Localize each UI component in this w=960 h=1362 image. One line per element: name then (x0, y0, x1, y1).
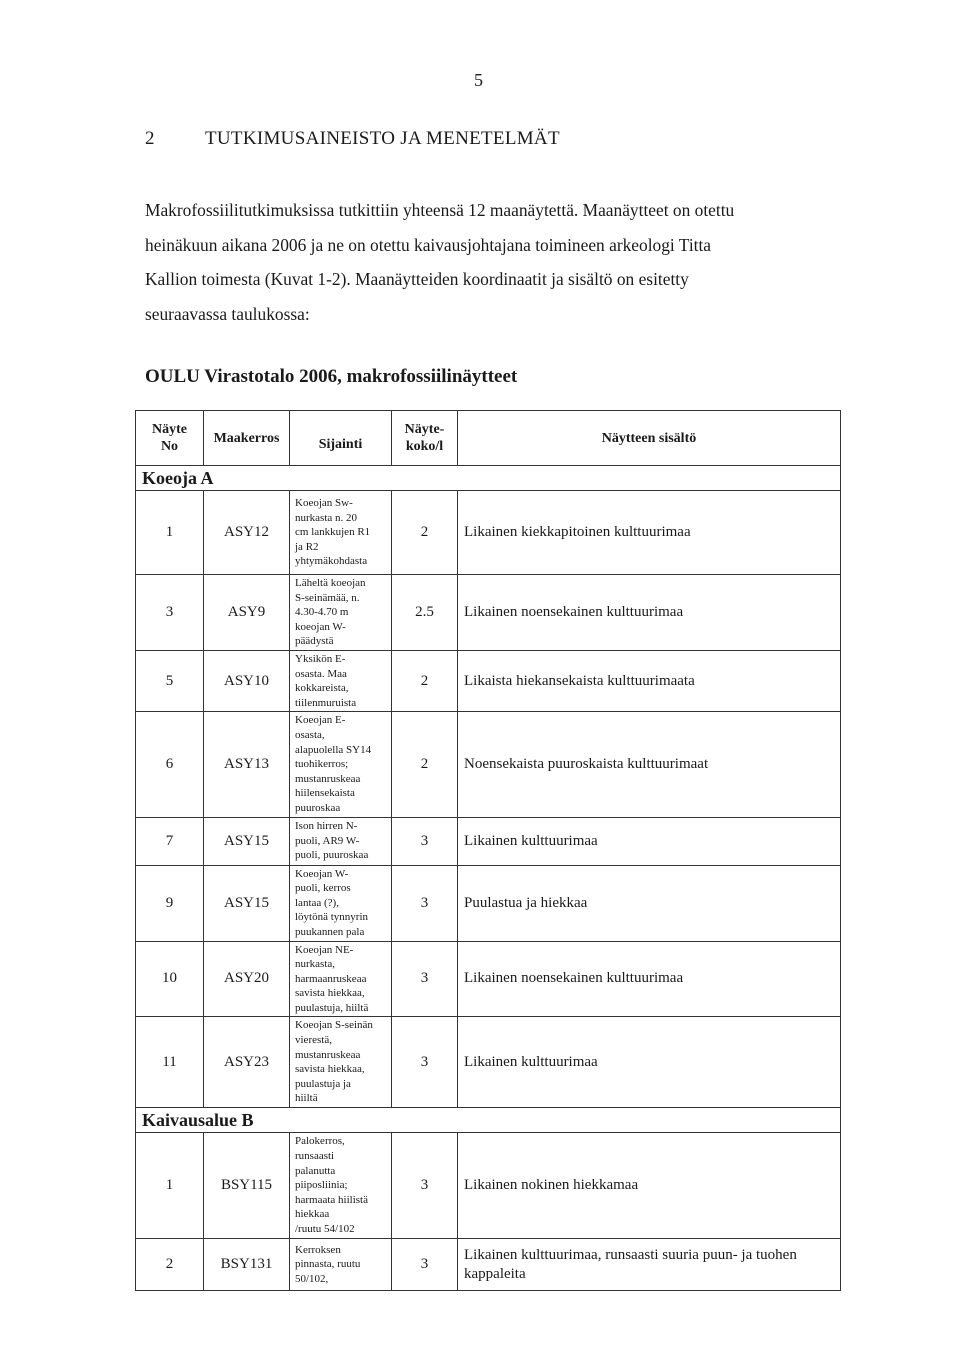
sample-number-cell: 11 (136, 1017, 204, 1108)
chapter-title: TUTKIMUSAINEISTO JA MENETELMÄT (205, 128, 560, 149)
volume-cell: 3 (392, 1017, 458, 1108)
location-line: Koeojan W- (295, 867, 349, 880)
layer-cell: ASY10 (204, 651, 290, 712)
location-line: mustanruskeaa (295, 1048, 361, 1061)
table-row (136, 1239, 841, 1291)
sample-number-cell: 7 (136, 817, 204, 865)
content-line: kappaleita (464, 1265, 526, 1282)
location-cell (290, 651, 392, 712)
location-line: koeojan W- (295, 620, 346, 633)
location-line: nurkasta n. 20 (295, 511, 358, 524)
intro-paragraph (145, 193, 825, 331)
table-row (136, 1133, 841, 1239)
intro-line: heinäkuun aikana 2006 ja ne on otettu kaivausjohtajana toimineen arkeologi Titta (145, 234, 712, 255)
layer-cell: ASY12 (204, 491, 290, 575)
volume-cell: 2 (392, 712, 458, 817)
content-cell (458, 575, 841, 651)
content-cell (458, 817, 841, 865)
content-line: Likainen kulttuurimaa (464, 1053, 598, 1070)
content-line: Likainen nokinen hiekkamaa (464, 1177, 639, 1194)
location-line: piiposliinia; (295, 1179, 348, 1192)
sample-number-cell: 1 (136, 491, 204, 575)
location-line: kokkareista, (295, 682, 349, 695)
content-cell (458, 1239, 841, 1291)
location-line: puukannen pala (295, 925, 365, 938)
location-line: Kerroksen (295, 1243, 341, 1256)
content-line: Likainen kiekkapitoinen kulttuurimaa (464, 524, 691, 540)
content-line: Likainen kulttuurimaa, runsaasti suuria puun- ja tuohen (464, 1246, 797, 1263)
layer-cell: ASY15 (204, 817, 290, 865)
header-layer: Maakerros (204, 411, 290, 466)
location-cell (290, 941, 392, 1017)
location-line: lantaa (?), (295, 896, 339, 909)
sample-number-cell: 2 (136, 1239, 204, 1291)
location-line: hiekkaa (295, 1208, 330, 1221)
location-line: Koeojan E- (295, 714, 346, 727)
location-line: Koeojan NE- (295, 943, 354, 956)
location-line: 50/102, (295, 1272, 329, 1285)
location-line: savista hiekkaa, (295, 1063, 365, 1076)
table-row (136, 1017, 841, 1108)
table-header-row (136, 411, 841, 466)
location-line: yhtymäkohdasta (295, 555, 368, 568)
location-line: S-seinämää, n. (295, 591, 360, 604)
table-row (136, 865, 841, 941)
location-cell (290, 712, 392, 817)
location-line: puoli, AR9 W- (295, 834, 360, 847)
location-cell (290, 865, 392, 941)
chapter-number: 2 (145, 128, 155, 149)
layer-cell: ASY15 (204, 865, 290, 941)
table-row (136, 651, 841, 712)
section-title: Kaivausalue B (136, 1108, 290, 1133)
location-line: Ison hirren N- (295, 820, 358, 833)
intro-line: Makrofossiilitutkimuksissa tutkittiin yhteensä 12 maanäytettä. Maanäytteet on otettu (145, 200, 735, 220)
sample-number-cell: 9 (136, 865, 204, 941)
location-line: puoli, kerros (295, 882, 351, 895)
location-line: Koeojan S-seinän (295, 1019, 373, 1032)
section-row (136, 1108, 841, 1133)
content-line: Likainen noensekainen kulttuurimaa (464, 604, 684, 620)
volume-cell: 2 (392, 651, 458, 712)
volume-cell: 3 (392, 865, 458, 941)
table-row (136, 491, 841, 575)
location-line: hiiltä (295, 1092, 318, 1105)
volume-cell: 3 (392, 941, 458, 1017)
content-cell (458, 651, 841, 712)
location-cell (290, 1239, 392, 1291)
section-title: Koeoja A (136, 466, 290, 491)
sample-number-cell: 1 (136, 1133, 204, 1239)
location-line: savista hiekkaa, (295, 987, 365, 1000)
location-line: päädystä (295, 635, 334, 648)
layer-cell: ASY9 (204, 575, 290, 651)
location-line: Läheltä koeojan (295, 577, 366, 590)
location-line: Palokerros, (295, 1135, 345, 1148)
location-line: osasta, (295, 728, 325, 741)
location-line: puuroskaa (295, 801, 341, 814)
layer-cell: ASY20 (204, 941, 290, 1017)
page-number: 5 (474, 70, 483, 90)
sample-table-wrapper (135, 410, 841, 1291)
chapter-heading (145, 128, 560, 150)
table-row (136, 575, 841, 651)
layer-cell: BSY131 (204, 1239, 290, 1291)
section-row (136, 466, 841, 491)
intro-line: Kallion toimesta (Kuvat 1-2). Maanäytteiden koordinaatit ja sisältö on esitetty (145, 269, 689, 289)
location-cell (290, 1133, 392, 1239)
table-row (136, 941, 841, 1017)
location-cell (290, 817, 392, 865)
location-line: harmaata hiilistä (295, 1193, 368, 1206)
content-line: Likainen kulttuurimaa (464, 832, 598, 849)
location-line: puulastuja ja (295, 1077, 351, 1090)
location-line: mustanruskeaa (295, 772, 361, 785)
header-volume: Näyte- koko/l (392, 411, 458, 466)
sample-table (135, 410, 841, 1291)
location-cell (290, 1017, 392, 1108)
location-line: runsaasti (295, 1150, 335, 1163)
table-title: OULU Virastotalo 2006, makrofossiilinäytteet (145, 366, 518, 387)
location-line: pinnasta, ruutu (295, 1258, 361, 1271)
content-cell (458, 712, 841, 817)
location-line: tuohikerros; (295, 758, 349, 771)
location-line: ja R2 (295, 540, 319, 553)
location-line: tiilenmuruista (295, 696, 357, 709)
table-row (136, 817, 841, 865)
location-line: /ruutu 54/102 (295, 1223, 355, 1236)
volume-cell: 3 (392, 817, 458, 865)
table-row (136, 712, 841, 817)
volume-cell: 3 (392, 1239, 458, 1291)
location-line: Koeojan Sw- (295, 497, 353, 510)
location-line: nurkasta, (295, 958, 336, 971)
location-line: palanutta (295, 1164, 336, 1177)
location-line: 4.30-4.70 m (295, 606, 349, 619)
sample-number-cell: 3 (136, 575, 204, 651)
content-cell (458, 491, 841, 575)
content-line: Likainen noensekainen kulttuurimaa (464, 970, 684, 987)
layer-cell: ASY23 (204, 1017, 290, 1108)
section-spacer (290, 1108, 841, 1133)
volume-cell: 2 (392, 491, 458, 575)
location-line: löytönä tynnyrin (295, 911, 369, 924)
location-line: vierestä, (295, 1034, 332, 1047)
location-cell (290, 575, 392, 651)
location-line: cm lankkujen R1 (295, 526, 371, 539)
content-cell (458, 1017, 841, 1108)
header-sample-no: Näyte No (136, 411, 204, 466)
content-cell (458, 865, 841, 941)
location-line: puoli, puuroskaa (295, 849, 369, 862)
content-cell (458, 1133, 841, 1239)
location-line: alapuolella SY14 (295, 743, 372, 756)
layer-cell: ASY13 (204, 712, 290, 817)
location-line: harmaanruskeaa (295, 972, 367, 985)
intro-line: seuraavassa taulukossa: (145, 303, 310, 324)
header-location: Sijainti (290, 411, 392, 466)
volume-cell: 2.5 (392, 575, 458, 651)
content-cell (458, 941, 841, 1017)
header-content: Näytteen sisältö (458, 411, 841, 466)
content-line: Likaista hiekansekaista kulttuurimaata (464, 672, 695, 689)
location-line: osasta. Maa (295, 667, 347, 680)
layer-cell: BSY115 (204, 1133, 290, 1239)
location-line: Yksikön E- (295, 653, 346, 665)
location-line: puulastuja, hiiltä (295, 1001, 369, 1014)
content-line: Noensekaista puuroskaista kulttuurimaat (464, 755, 709, 772)
volume-cell: 3 (392, 1133, 458, 1239)
location-cell (290, 491, 392, 575)
location-line: hiilensekaista (295, 787, 355, 800)
sample-number-cell: 6 (136, 712, 204, 817)
section-spacer (290, 466, 841, 491)
content-line: Puulastua ja hiekkaa (464, 894, 588, 911)
sample-number-cell: 10 (136, 941, 204, 1017)
sample-number-cell: 5 (136, 651, 204, 712)
